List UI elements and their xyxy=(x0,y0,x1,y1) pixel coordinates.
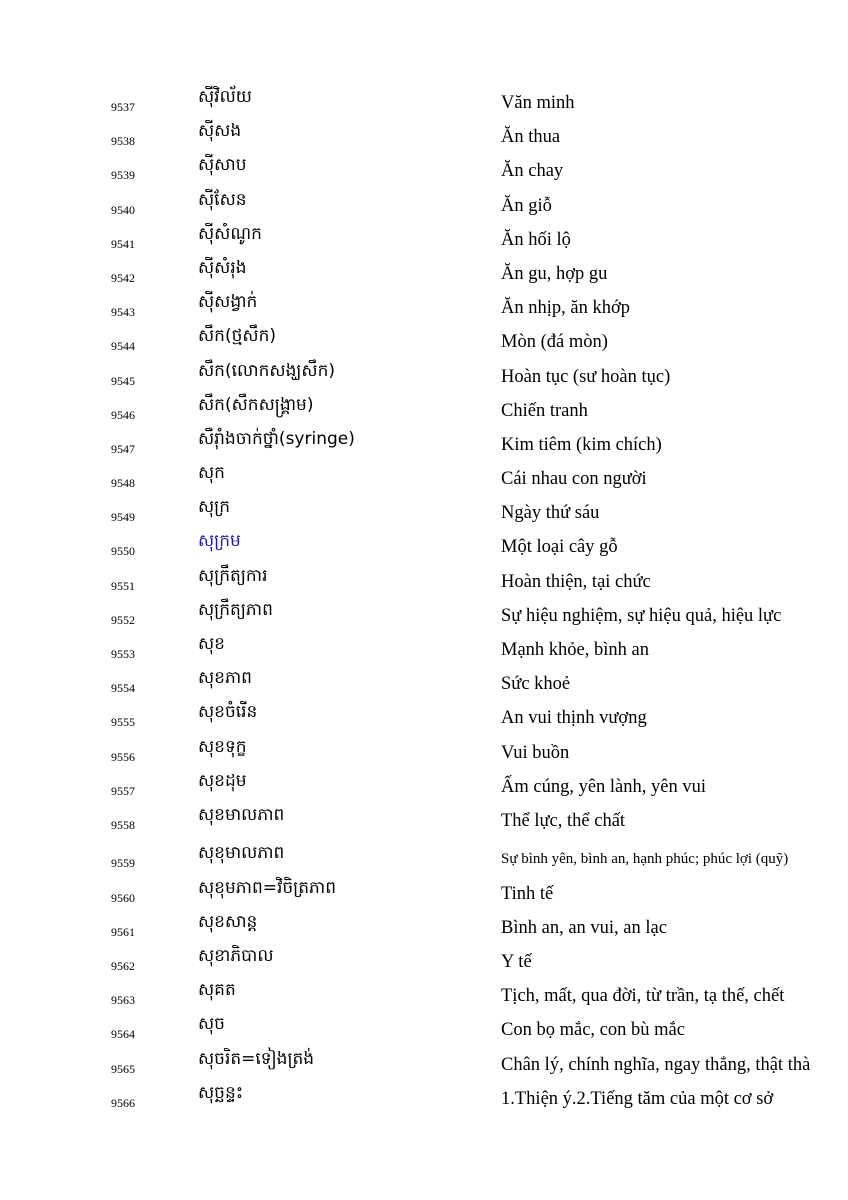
vietnamese-translation: Vui buồn xyxy=(501,742,570,763)
khmer-term: សុក xyxy=(198,463,225,484)
vietnamese-translation: Ngày thứ sáu xyxy=(501,503,600,524)
entry-number: 9539 xyxy=(111,168,135,183)
dictionary-entry xyxy=(0,154,848,188)
vietnamese-translation: Hoàn thiện, tại chức xyxy=(501,571,651,592)
khmer-term: ស៊ីសាប xyxy=(198,155,247,176)
khmer-term: ស៊ីសង្វាក់ xyxy=(198,292,258,313)
entry-number: 9549 xyxy=(111,510,135,525)
vietnamese-translation: Hoàn tục (sư hoàn tục) xyxy=(501,366,671,387)
vietnamese-translation: Cái nhau con người xyxy=(501,469,647,490)
entry-number: 9551 xyxy=(111,578,135,593)
vietnamese-translation: Mòn (đá mòn) xyxy=(501,332,608,353)
vietnamese-translation: Ấm cúng, yên lành, yên vui xyxy=(501,776,706,797)
vietnamese-translation: Y tế xyxy=(501,952,532,973)
vietnamese-translation: An vui thịnh vượng xyxy=(501,708,647,729)
vietnamese-translation: Sự bình yên, bình an, hạnh phúc; phúc lợi (quỹ) xyxy=(501,851,789,868)
dictionary-entry xyxy=(0,667,848,701)
khmer-term: សឹក(លោកសង្ឃសឹក) xyxy=(198,360,336,381)
entry-number: 9538 xyxy=(111,134,135,149)
dictionary-entry xyxy=(0,1013,848,1047)
khmer-term: សុខាភិបាល xyxy=(198,946,274,967)
entry-number: 9541 xyxy=(111,236,135,251)
khmer-term: ស៊ីសែន xyxy=(198,189,247,210)
entry-number: 9546 xyxy=(111,407,135,422)
entry-number: 9548 xyxy=(111,476,135,491)
dictionary-entry xyxy=(0,633,848,667)
dictionary-entry xyxy=(0,360,848,394)
entry-number: 9561 xyxy=(111,924,135,939)
dictionary-entry xyxy=(0,838,848,877)
dictionary-entry xyxy=(0,189,848,223)
vietnamese-translation: Chiến tranh xyxy=(501,400,588,421)
khmer-term: សឹក(ថ្មសឹក) xyxy=(198,326,277,347)
dictionary-entry xyxy=(0,530,848,564)
vietnamese-translation: 1.Thiện ý.2.Tiếng tăm của một cơ sở xyxy=(501,1088,774,1109)
entry-number: 9553 xyxy=(111,647,135,661)
vietnamese-translation: Thể lực, thể chất xyxy=(501,810,626,831)
vietnamese-translation: Mạnh khỏe, bình an xyxy=(501,640,649,660)
dictionary-entry xyxy=(0,291,848,325)
dictionary-entry xyxy=(0,1048,848,1082)
dictionary-entry xyxy=(0,86,848,120)
dictionary-entry xyxy=(0,428,848,462)
dictionary-entry xyxy=(0,599,848,633)
khmer-term: ស៊ីសំណូក xyxy=(198,223,262,244)
khmer-term: សឹក(សឹកសង្គ្រាម) xyxy=(198,394,314,415)
entry-number: 9547 xyxy=(111,441,135,456)
vietnamese-translation: Ăn giỗ xyxy=(501,195,552,216)
khmer-term: សុក្រម xyxy=(198,531,241,552)
entry-number: 9564 xyxy=(111,1027,135,1042)
entry-number: 9542 xyxy=(111,270,135,285)
khmer-term: សុខមាលភាព xyxy=(198,804,285,825)
khmer-term: សុខុមាលភាព xyxy=(198,843,285,864)
khmer-term: សុក្រឹត្យភាព xyxy=(198,599,273,620)
vietnamese-translation: Sự hiệu nghiệm, sự hiệu quả, hiệu lực xyxy=(501,605,782,626)
vietnamese-translation: Bình an, an vui, an lạc xyxy=(501,917,667,938)
dictionary-entry xyxy=(0,120,848,154)
khmer-term: សុខសាន្ត xyxy=(198,911,258,932)
vietnamese-translation: Con bọ mắc, con bù mắc xyxy=(501,1020,685,1041)
dictionary-entry xyxy=(0,496,848,530)
entry-number: 9545 xyxy=(111,373,135,388)
vietnamese-translation: Ăn gu, hợp gu xyxy=(501,263,608,284)
entry-number: 9558 xyxy=(111,817,135,832)
khmer-term: សុខដុម xyxy=(198,770,247,791)
entry-number: 9552 xyxy=(111,612,135,627)
khmer-term: សឺរ៉ាំងចាក់ថ្នាំ(syringe) xyxy=(198,428,355,449)
dictionary-entry xyxy=(0,565,848,599)
khmer-term: សុខទុក្ខ xyxy=(198,736,247,757)
khmer-term: សុខ xyxy=(198,634,225,654)
dictionary-entry xyxy=(0,945,848,979)
khmer-term: សុក្រឹត្យការ xyxy=(198,565,268,586)
dictionary-entry xyxy=(0,394,848,428)
entry-number: 9556 xyxy=(111,749,135,764)
entry-number: 9565 xyxy=(111,1061,135,1076)
khmer-term: សុគត xyxy=(198,980,236,1001)
khmer-term: ស៊ីវិល័យ xyxy=(198,87,252,107)
entry-number: 9544 xyxy=(111,339,135,354)
dictionary-entry xyxy=(0,701,848,735)
dictionary-entry xyxy=(0,979,848,1013)
khmer-term: ស៊ីសំរុង xyxy=(198,257,247,278)
entry-number: 9560 xyxy=(111,890,135,905)
dictionary-list xyxy=(0,86,848,1116)
entry-number: 9562 xyxy=(111,959,135,974)
vietnamese-translation: Ăn hối lộ xyxy=(501,229,571,250)
dictionary-entry xyxy=(0,770,848,804)
dictionary-entry xyxy=(0,462,848,496)
khmer-term: ស៊ីសង xyxy=(198,121,242,142)
entry-number: 9555 xyxy=(111,715,135,730)
vietnamese-translation: Ăn nhịp, ăn khớp xyxy=(501,298,630,319)
entry-number: 9557 xyxy=(111,783,135,798)
entry-number: 9563 xyxy=(111,993,135,1008)
entry-number: 9537 xyxy=(111,100,135,114)
khmer-term: សុខុមភាព=វិចិត្រភាព xyxy=(198,877,337,898)
entry-number: 9543 xyxy=(111,305,135,320)
vietnamese-translation: Sức khoẻ xyxy=(501,674,571,695)
vietnamese-translation: Ăn thua xyxy=(501,127,561,148)
vietnamese-translation: Chân lý, chính nghĩa, ngay thẳng, thật thà xyxy=(501,1054,811,1075)
dictionary-entry xyxy=(0,257,848,291)
vietnamese-translation: Tinh tế xyxy=(501,883,554,904)
khmer-term: សុច្ឆន្ទះ xyxy=(198,1082,244,1103)
dictionary-entry xyxy=(0,804,848,838)
khmer-term: សុច xyxy=(198,1014,225,1035)
entry-number: 9550 xyxy=(111,544,135,559)
khmer-term: សុខភាព xyxy=(198,668,252,689)
entry-number: 9554 xyxy=(111,681,135,696)
dictionary-entry xyxy=(0,1082,848,1116)
dictionary-entry xyxy=(0,223,848,257)
dictionary-entry xyxy=(0,736,848,770)
entry-number: 9540 xyxy=(111,202,135,217)
dictionary-entry xyxy=(0,877,848,911)
entry-number: 9566 xyxy=(111,1095,135,1110)
vietnamese-translation: Một loại cây gỗ xyxy=(501,537,618,558)
khmer-term: សុក្រ xyxy=(198,497,231,518)
entry-number: 9559 xyxy=(111,856,135,871)
khmer-term: សុខចំរើន xyxy=(198,702,258,723)
dictionary-entry xyxy=(0,911,848,945)
vietnamese-translation: Ăn chay xyxy=(501,161,564,182)
vietnamese-translation: Kim tiêm (kim chích) xyxy=(501,434,662,455)
vietnamese-translation: Văn minh xyxy=(501,93,575,113)
dictionary-entry xyxy=(0,325,848,359)
vietnamese-translation: Tịch, mất, qua đời, từ trần, tạ thế, chết xyxy=(501,986,785,1007)
khmer-term: សុចរិត=ទៀងត្រង់ xyxy=(198,1048,315,1069)
